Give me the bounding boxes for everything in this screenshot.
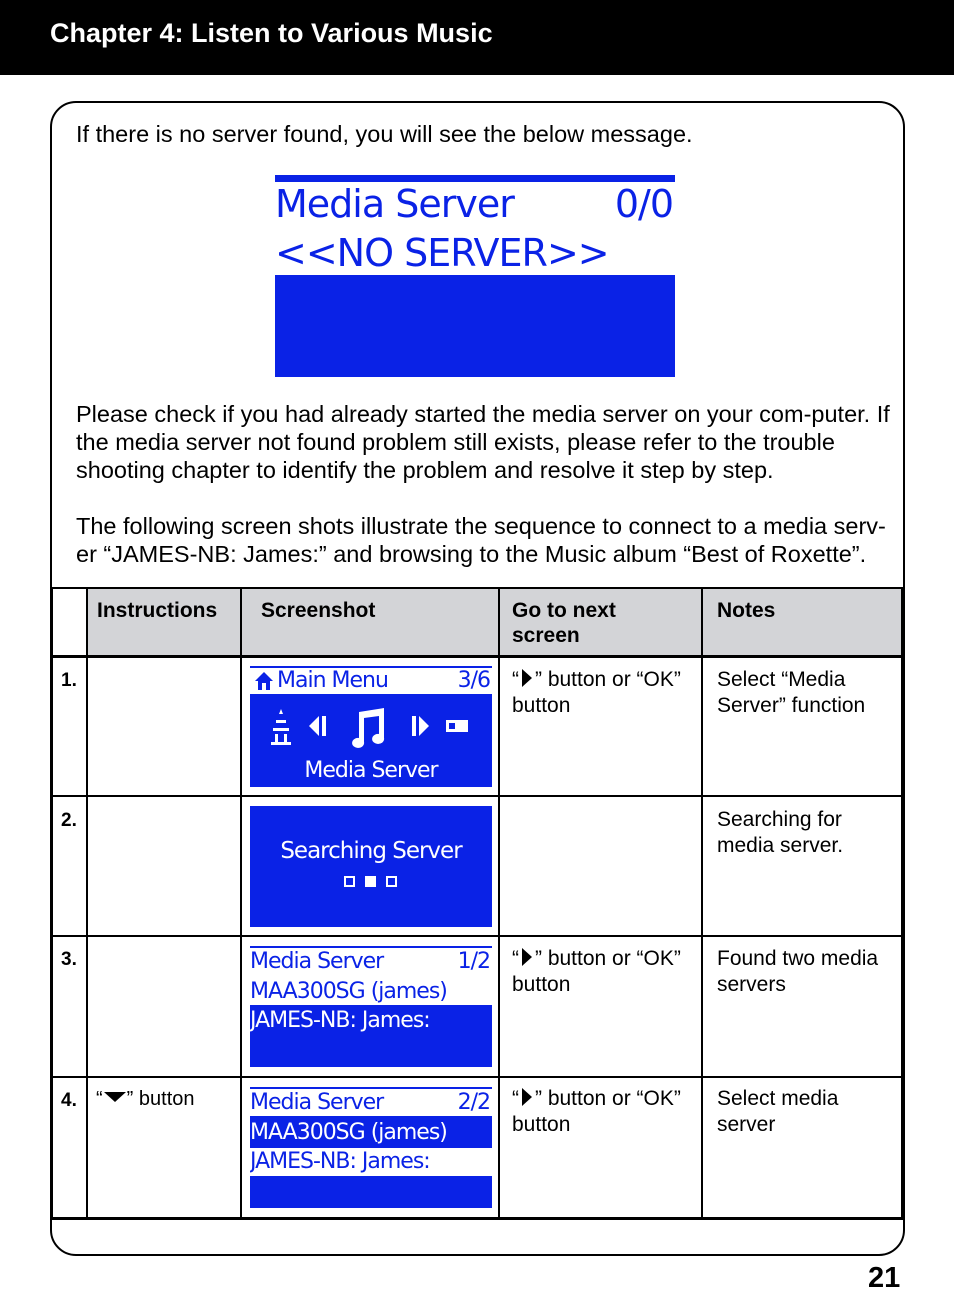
server-select-screenshot <box>250 1087 492 1208</box>
server-item <box>250 1118 492 1147</box>
row-number: 1. <box>61 670 77 691</box>
instruction-text: “ ” button <box>96 1088 195 1110</box>
searching-screenshot <box>250 806 492 927</box>
lcd-count: 2/2 <box>457 1090 490 1115</box>
server-name: JAMES-NB: James: <box>250 1008 430 1033</box>
intro-text: If there is no server found, you will see the below message. <box>76 121 693 147</box>
no-server-text: <<NO SERVER>> <box>275 231 609 275</box>
header-notes: Notes <box>717 599 776 622</box>
sequence-text: The following screen shots illustrate the sequence to connect to a media serv-er “JAMES-NB: James:” and browsing to the Music album “Best of Roxette”. <box>76 513 886 567</box>
server-list-screenshot <box>250 946 492 1067</box>
chapter-title: Chapter 4: Listen to Various Music <box>50 18 493 48</box>
server-item-selected <box>250 1148 492 1176</box>
instruction-table <box>51 587 903 1220</box>
lcd-title-bar <box>250 1089 492 1116</box>
notes-text: Searching for media server. <box>717 808 844 857</box>
check-server-text: Please check if you had already started the media server on your com-puter. If the media server not found problem still exists, please refer to the trouble shooting chapter to identify the problem and resolve it step by step. <box>76 401 890 483</box>
lcd-count: 1/2 <box>457 949 490 974</box>
lcd-menu-label: Media Server <box>304 758 438 783</box>
no-server-message <box>275 231 675 275</box>
lcd-title-bar <box>250 668 492 694</box>
menu-icons-strip <box>264 706 484 752</box>
lcd-count: 0/0 <box>614 182 673 226</box>
header-screenshot: Screenshot <box>261 599 376 622</box>
right-arrow-icon <box>522 1088 532 1106</box>
header-instructions: Instructions <box>97 599 218 622</box>
main-menu-screenshot <box>250 666 492 787</box>
lcd-title: Media Server <box>250 949 384 974</box>
server-item <box>250 1007 492 1035</box>
lcd-title: Media Server <box>275 182 514 226</box>
page-number: 21 <box>868 1262 901 1294</box>
lcd-title: Main Menu <box>277 668 388 693</box>
right-arrow-icon <box>522 948 532 966</box>
server-name: JAMES-NB: James: <box>250 1149 430 1174</box>
home-icon <box>254 671 274 691</box>
header-next-screen: Go to next screen <box>512 599 616 647</box>
notes-text: Found two media servers <box>717 947 879 996</box>
chapter-header <box>0 0 954 75</box>
server-name: MAA300SG (james) <box>250 979 447 1004</box>
row-number: 2. <box>61 810 77 831</box>
server-item-selected <box>250 978 492 1005</box>
lcd-count: 3/6 <box>457 668 490 693</box>
lcd-title-bar <box>275 182 675 227</box>
down-arrow-icon <box>104 1092 126 1102</box>
notes-text: Select media server <box>717 1087 839 1136</box>
no-server-screenshot <box>275 175 675 377</box>
lcd-title: Media Server <box>250 1090 384 1115</box>
progress-dots-icon <box>344 875 398 889</box>
row-number: 3. <box>61 949 77 970</box>
next-screen-text: “ ” button or “OK” button <box>512 947 681 996</box>
next-screen-text: “ ” button or “OK” button <box>512 668 681 717</box>
lcd-title-bar <box>250 948 492 975</box>
server-name: MAA300SG (james) <box>250 1120 447 1145</box>
row-number: 4. <box>61 1090 77 1111</box>
notes-text: Select “Media Server” function <box>717 668 866 717</box>
searching-label: Searching Server <box>280 838 462 864</box>
next-screen-text: “ ” button or “OK” button <box>512 1087 681 1136</box>
right-arrow-icon <box>522 669 532 687</box>
